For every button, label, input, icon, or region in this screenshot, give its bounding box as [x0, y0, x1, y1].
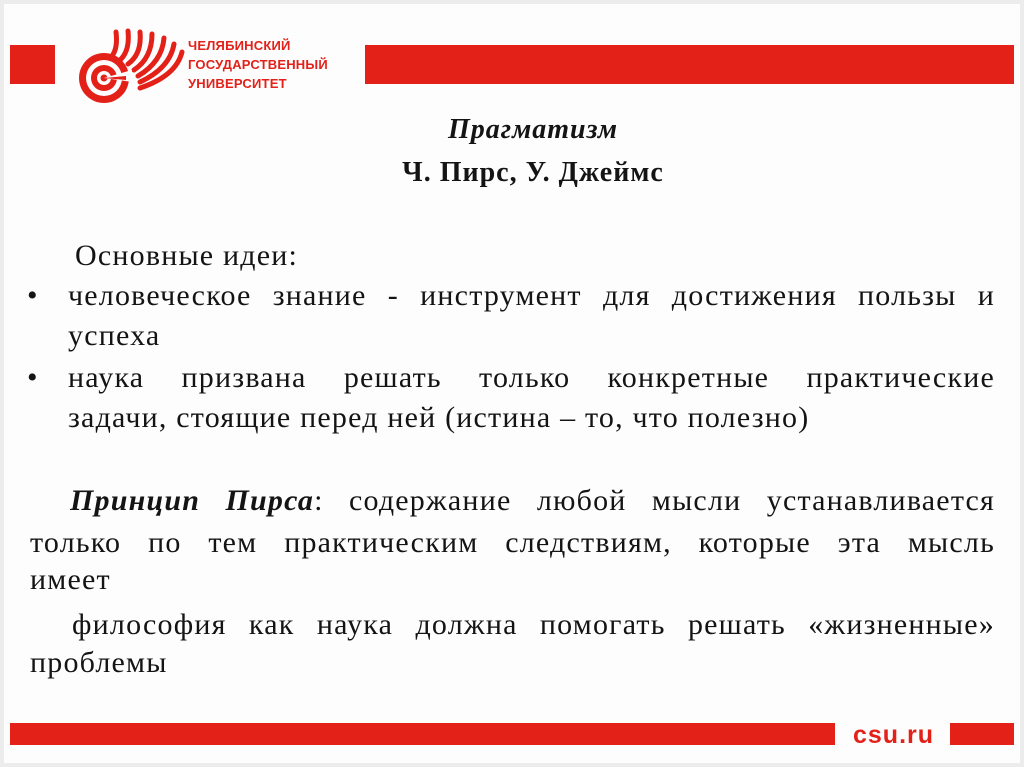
principle-text: : содержание любой мысли устанавливается [314, 484, 995, 517]
logo-spiral [79, 53, 132, 103]
idea-2-line-1: наука призвана решать только конкретные практические [68, 361, 995, 394]
principle-line-3: имеет [30, 563, 111, 596]
university-name-line2: ГОСУДАРСТВЕННЫЙ [188, 57, 328, 72]
philosophy-line-1: философия как наука должна помогать решать «жизненные» [72, 608, 995, 641]
footer-bar-right [950, 723, 1014, 745]
logo-ray [112, 32, 117, 56]
university-name [188, 36, 328, 93]
principle-line-2: только по тем практическим следствиям, которые эта мысль [30, 526, 995, 559]
idea-2-line-2: задачи, стоящие перед ней (истина – то, что полезно) [68, 401, 810, 434]
logo-ray [120, 31, 128, 60]
principle-line-1 [70, 481, 995, 521]
footer-site-link: csu.ru [853, 721, 935, 749]
principle-term: Принцип Пирса [70, 484, 315, 517]
spiral-shell-icon [72, 26, 187, 106]
idea-1-line-1: человеческое знание - инструмент для достижения пользы и [68, 279, 995, 312]
page-subtitle-authors: Ч. Пирс, У. Джеймс [402, 157, 664, 188]
philosophy-line-2: проблемы [30, 646, 168, 679]
page-title: Прагматизм [447, 114, 619, 145]
bullet-icon: • [27, 361, 38, 394]
university-name-line1: ЧЕЛЯБИНСКИЙ [188, 38, 291, 53]
footer-bar-left [10, 723, 835, 745]
ideas-label: Основные идеи: [75, 239, 299, 272]
university-name-line3: УНИВЕРСИТЕТ [188, 76, 287, 91]
header-bar-left [10, 45, 55, 84]
header-bar-right [365, 45, 1014, 84]
idea-1-line-2: успеха [68, 319, 161, 352]
bullet-icon: • [27, 279, 38, 312]
